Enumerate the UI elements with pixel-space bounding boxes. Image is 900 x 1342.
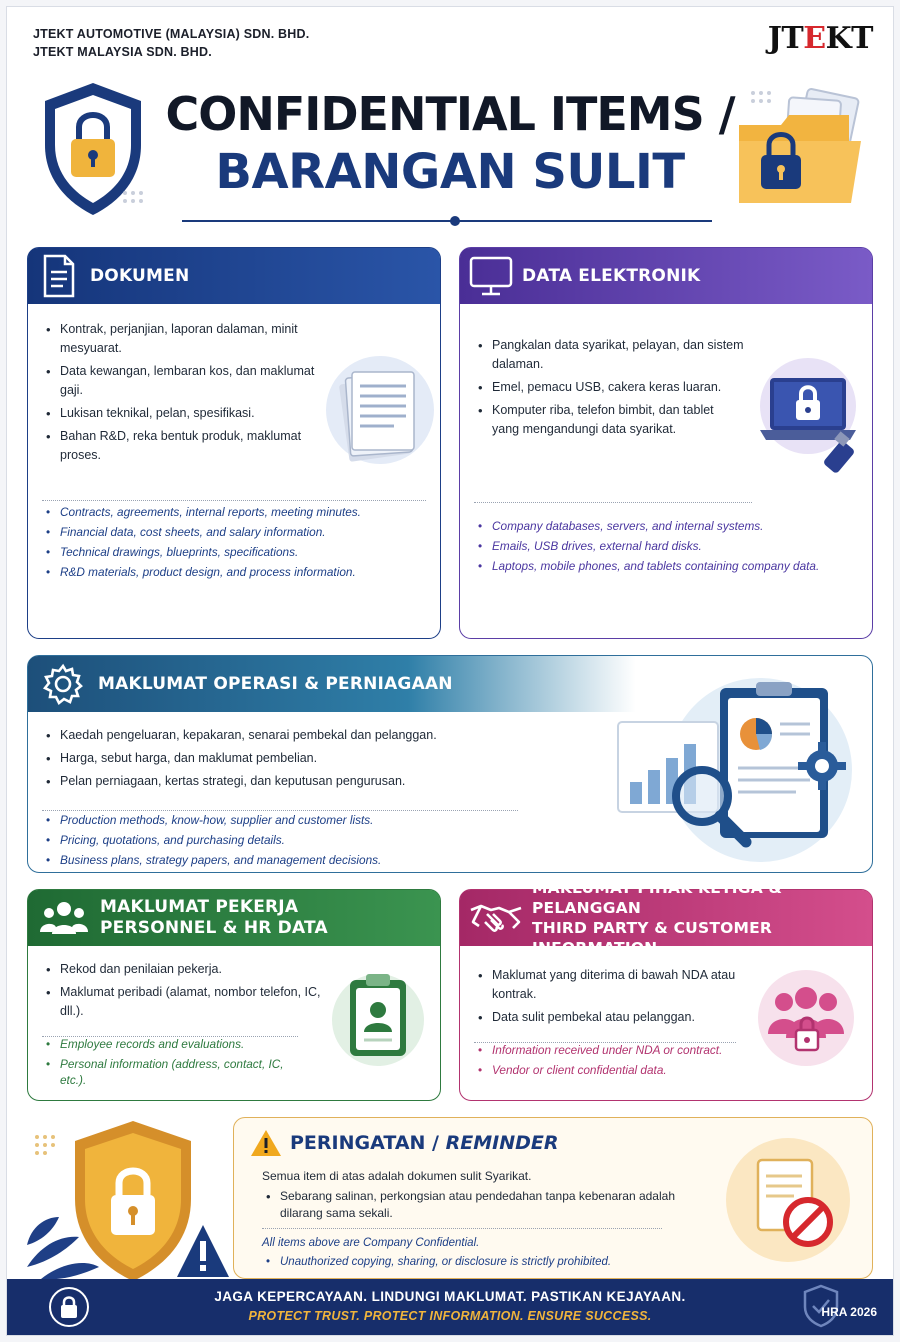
papers-stack-icon: [322, 350, 432, 475]
list-item: • Data sulit pembekal atau pelanggan.: [474, 1008, 736, 1027]
no-copy-document-icon: [718, 1132, 858, 1273]
list-item: • Laptops, mobile phones, and tablets containing company data.: [474, 558, 858, 574]
reminder-title-en: REMINDER: [445, 1132, 559, 1154]
footer-code: HRA 2026: [821, 1305, 877, 1319]
section-data-header: [460, 248, 872, 304]
section-data-body: [474, 336, 744, 443]
section-ops-body: [42, 726, 602, 795]
section-dokumen-body-en: [42, 504, 426, 584]
hr-list-en: [42, 1036, 312, 1088]
section-dokumen-title: DOKUMEN: [90, 265, 190, 286]
logo-part-1: JT: [767, 21, 804, 56]
divider: [474, 502, 752, 503]
list-item: • Business plans, strategy papers, and management decisions.: [42, 852, 858, 868]
poster: [6, 6, 894, 1336]
document-icon: [28, 248, 90, 304]
list-item: • Data kewangan, lembaran kos, dan maklumat gaji.: [42, 362, 324, 400]
reminder-title: [290, 1132, 559, 1154]
handshake-icon: [460, 890, 532, 946]
reminder-ms-list: [262, 1188, 702, 1222]
section-data-title: DATA ELEKTRONIK: [522, 265, 701, 286]
section-tp-body: [474, 966, 736, 1031]
list-item: • Maklumat peribadi (alamat, nombor telefon, IC, dll.).: [42, 983, 322, 1021]
group-lock-icon: [750, 964, 860, 1079]
list-item: • Pangkalan data syarikat, pelayan, dan sistem dalaman.: [474, 336, 744, 374]
reminder-title-ms: PERINGATAN: [290, 1132, 426, 1154]
section-pekerja: [27, 889, 441, 1101]
id-clipboard-icon: [328, 962, 428, 1077]
logo-part-2: E: [803, 21, 826, 56]
tp-list-ms: [474, 966, 736, 1027]
list-item: • Rekod dan penilaian pekerja.: [42, 960, 322, 979]
section-hr-body: [42, 960, 322, 1025]
list-item: • Kaedah pengeluaran, kepakaran, senarai pembekal dan pelanggan.: [42, 726, 602, 745]
list-item: • Personal information (address, contact, IC, etc.).: [42, 1056, 312, 1088]
clipboard-analytics-icon: [610, 674, 866, 871]
jtekt-logo: [768, 21, 873, 56]
dokumen-list-ms: [42, 320, 324, 465]
data-list-en: [474, 518, 858, 574]
list-item: • Information received under NDA or contract.: [474, 1042, 736, 1058]
divider: [42, 810, 518, 811]
list-item: • Emel, pemacu USB, cakera keras luaran.: [474, 378, 744, 397]
section-tp-title-line-1: MAKLUMAT PIHAK KETIGA & PELANGGAN: [532, 879, 783, 917]
data-list-ms: [474, 336, 744, 439]
list-item: • Pelan perniagaan, kertas strategi, dan keputusan pengurusan.: [42, 772, 602, 791]
list-item: • Contracts, agreements, internal reports, meeting minutes.: [42, 504, 426, 520]
company-line-2: JTEKT MALAYSIA SDN. BHD.: [33, 45, 212, 59]
list-item: • R&D materials, product design, and process information.: [42, 564, 426, 580]
laptop-lock-icon: [756, 356, 868, 485]
title-line-2: BARANGAN SULIT: [215, 144, 685, 200]
dokumen-list-en: [42, 504, 426, 580]
logo-part-3: KT: [825, 21, 873, 56]
section-tp-title: [532, 878, 872, 958]
list-item: • Sebarang salinan, perkongsian atau pendedahan tanpa kebenaran adalah dilarang sama sekali.: [262, 1188, 702, 1222]
section-tp-body-en: [474, 1042, 736, 1082]
list-item: • Kontrak, perjanjian, laporan dalaman, minit mesyuarat.: [42, 320, 324, 358]
section-hr-header: [28, 890, 440, 946]
list-item: • Company databases, servers, and internal systems.: [474, 518, 858, 534]
list-item: • Maklumat yang diterima di bawah NDA atau kontrak.: [474, 966, 736, 1004]
hr-list-ms: [42, 960, 322, 1021]
list-item: • Bahan R&D, reka bentuk produk, maklumat proses.: [42, 427, 324, 465]
monitor-icon: [460, 248, 522, 304]
company-names: [33, 25, 309, 61]
reminder-box: [233, 1117, 873, 1279]
section-dokumen: [27, 247, 441, 639]
reminder-en-intro: All items above are Company Confidential.: [262, 1237, 480, 1249]
reminder-body: [262, 1168, 702, 1275]
ops-list-ms: [42, 726, 602, 791]
footer-slogan-en: PROTECT TRUST. PROTECT INFORMATION. ENSURE SUCCESS.: [248, 1309, 652, 1323]
divider: [262, 1228, 662, 1229]
footer-slogan-ms: JAGA KEPERCAYAAN. LINDUNGI MAKLUMAT. PASTIKAN KEJAYAAN.: [214, 1289, 686, 1304]
section-hr-body-en: [42, 1036, 312, 1092]
list-item: • Harga, sebut harga, dan maklumat pembelian.: [42, 749, 602, 768]
section-data-elektronik: [459, 247, 873, 639]
list-item: • Pricing, quotations, and purchasing details.: [42, 832, 858, 848]
section-tp-header: [460, 879, 872, 957]
footer: [7, 1279, 893, 1335]
section-operasi: [27, 655, 873, 873]
list-item: • Employee records and evaluations.: [42, 1036, 312, 1052]
list-item: • Production methods, know-how, supplier and customer lists.: [42, 812, 858, 828]
section-ops-title: MAKLUMAT OPERASI & PERNIAGAAN: [98, 673, 453, 694]
section-hr-title: [100, 897, 328, 939]
list-item: • Vendor or client confidential data.: [474, 1062, 736, 1078]
title-divider: [182, 220, 712, 222]
section-pihak-ketiga: [459, 879, 873, 1101]
list-item: • Unauthorized copying, sharing, or disclosure is strictly prohibited.: [262, 1254, 702, 1271]
section-dokumen-body: [42, 320, 324, 469]
title-line-1: CONFIDENTIAL ITEMS /: [165, 87, 735, 141]
divider: [42, 500, 426, 501]
people-icon: [28, 890, 100, 946]
section-hr-title-line-2: PERSONNEL & HR DATA: [100, 918, 328, 938]
warning-icon: [250, 1128, 282, 1163]
section-tp-title-line-2: THIRD PARTY & CUSTOMER INFORMATION: [532, 919, 773, 957]
reminder-ms-intro: Semua item di atas adalah dokumen sulit Syarikat.: [262, 1169, 532, 1183]
shield-warning-icon: [21, 1117, 233, 1294]
gear-icon: [28, 656, 98, 712]
list-item: • Technical drawings, blueprints, specifications.: [42, 544, 426, 560]
section-data-body-en: [474, 518, 858, 578]
folder-lock-icon: [731, 85, 871, 220]
list-item: • Financial data, cost sheets, and salary information.: [42, 524, 426, 540]
company-line-1: JTEKT AUTOMOTIVE (MALAYSIA) SDN. BHD.: [33, 27, 310, 41]
reminder-title-slash: /: [432, 1132, 439, 1154]
reminder-en-list: [262, 1254, 702, 1271]
list-item: • Komputer riba, telefon bimbit, dan tablet yang mengandungi data syarikat.: [474, 401, 744, 439]
list-item: • Emails, USB drives, external hard disks.: [474, 538, 858, 554]
list-item: • Lukisan teknikal, pelan, spesifikasi.: [42, 404, 324, 423]
section-dokumen-header: [28, 248, 440, 304]
section-hr-title-line-1: MAKLUMAT PEKERJA: [100, 897, 299, 917]
title-divider-dot: [450, 216, 460, 226]
tp-list-en: [474, 1042, 736, 1078]
